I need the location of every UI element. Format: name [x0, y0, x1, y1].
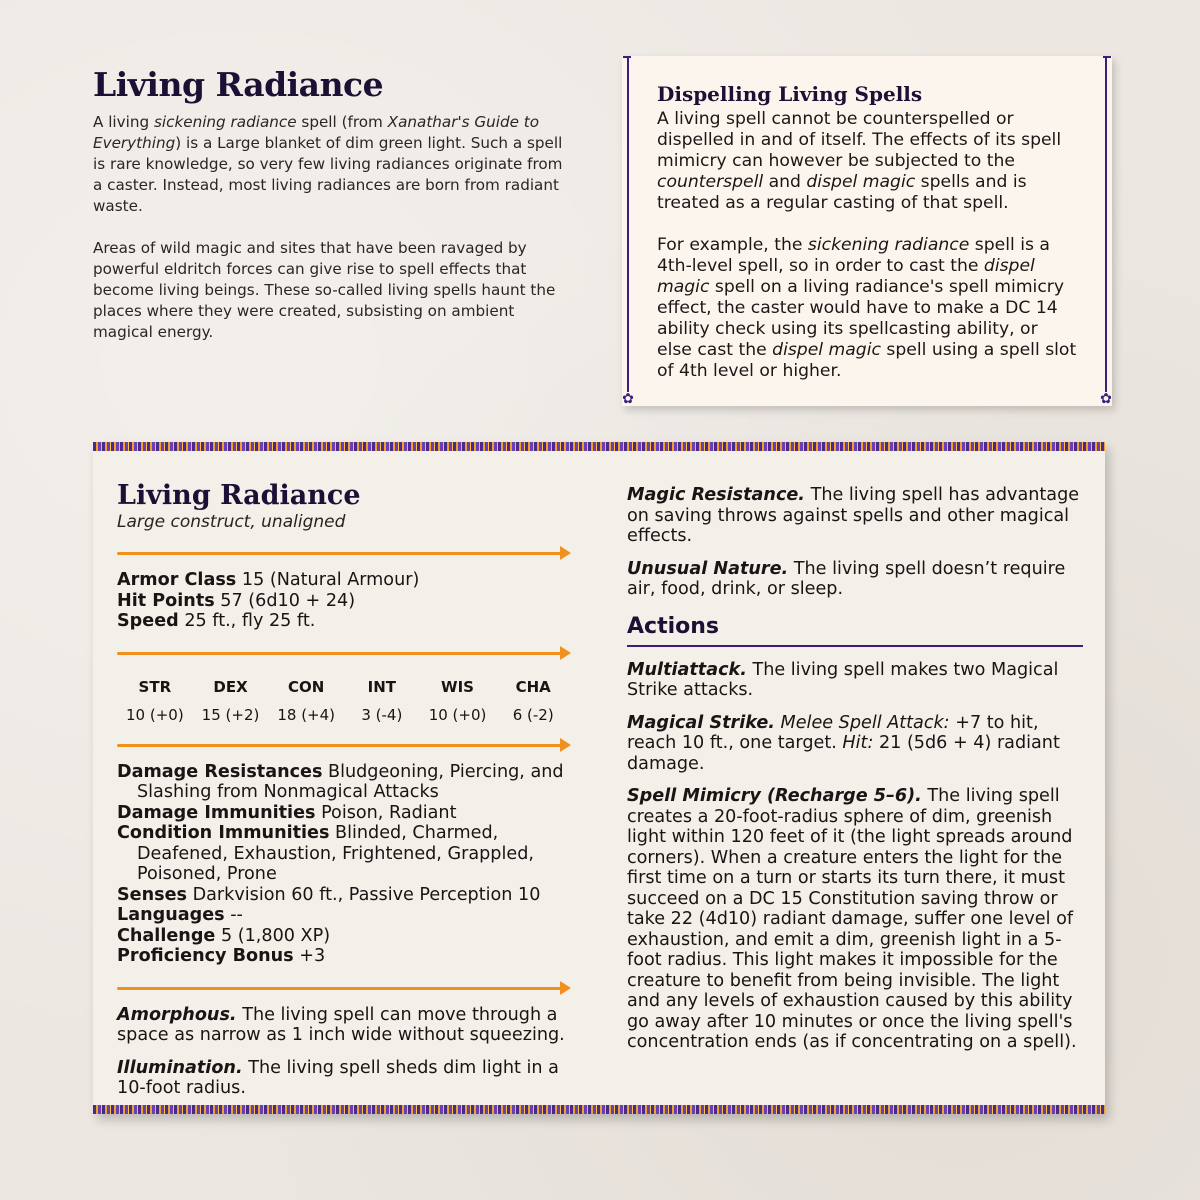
ability-str: STR 10 (+0): [126, 677, 184, 724]
stat-block-top-border: [93, 442, 1105, 451]
senses: Senses Darkvision 60 ft., Passive Perception 10: [117, 884, 541, 905]
sidebar-right-border: [1105, 56, 1107, 392]
proficiency-bonus: Proficiency Bonus +3: [117, 946, 326, 966]
sidebar-title: Dispelling Living Spells: [657, 82, 923, 106]
action-magical-strike: Magical Strike. Melee Spell Attack: +7 to hit, reach 10 ft., one target. Hit: 21 (5d6 + 4) radiant damage.: [627, 712, 1060, 774]
languages: Languages --: [117, 905, 243, 925]
intro-title: Living Radiance: [93, 65, 384, 104]
actions-rule: [627, 645, 1083, 647]
section-divider: [117, 646, 571, 660]
section-divider: [117, 981, 571, 995]
trait-amorphous: Amorphous. The living spell can move through a space as narrow as 1 inch wide without squeezing.: [117, 1004, 565, 1045]
monster-type: Large construct, unaligned: [117, 512, 346, 532]
intro-paragraph-1: A living sickening radiance spell (from Xanathar's Guide to Everything) is a Large blanket of dim green light. Such a spell is rare knowledge, so very few living radiances originate from a caster. Instead, most living radiances are born from radiant waste.: [93, 113, 563, 215]
ability-int: INT 3 (-4): [361, 677, 403, 724]
sidebar-right-tick: [1103, 56, 1111, 58]
condition-immunities: Condition Immunities Blinded, Charmed, Deafened, Exhaustion, Frightened, Grappled, Poisoned, Prone: [117, 823, 534, 884]
sidebar-left-tick: [623, 56, 631, 58]
monster-name: Living Radiance: [117, 480, 361, 511]
trait-magic-resistance: Magic Resistance. The living spell has advantage on saving throws against spells and other magical effects.: [627, 485, 1080, 546]
trait-unusual-nature: Unusual Nature. The living spell doesn’t require air, food, drink, or sleep.: [627, 558, 1066, 599]
ability-cha: CHA 6 (-2): [512, 677, 554, 724]
ability-con: CON 18 (+4): [277, 677, 336, 724]
trait-illumination: Illumination. The living spell sheds dim light in a 10-foot radius.: [117, 1057, 559, 1098]
ability-dex: DEX 15 (+2): [201, 677, 260, 724]
hit-points: Hit Points 57 (6d10 + 24): [117, 590, 356, 611]
damage-resistances: Damage Resistances Bludgeoning, Piercing, and Slashing from Nonmagical Attacks: [117, 761, 564, 802]
curl-ornament-icon: ✿: [622, 391, 634, 407]
intro-paragraph-2: Areas of wild magic and sites that have been ravaged by powerful eldritch forces can give rise to spell effects that become living beings. These so-called living spells haunt the places where they were created, subsisting on ambient magical energy.: [93, 239, 556, 341]
challenge: Challenge 5 (1,800 XP): [117, 925, 331, 946]
stat-block-right-column: [627, 478, 1083, 1065]
armor-class: Armor Class 15 (Natural Armour): [117, 570, 420, 590]
stat-block-left-column: [117, 478, 571, 1111]
action-spell-mimicry: Spell Mimicry (Recharge 5–6). The living spell creates a 20-foot-radius sphere of dim, greenish light within 120 feet of it (the light spreads around corners). When a creature enters the light for the first time on a turn or starts its turn there, it must succeed on a DC 15 Constitution saving throw or take 22 (4d10) radiant damage, suffer one level of exhaustion, and emit a dim, greenish light in a 5-foot radius. This light makes it impossible for the creature to benefit from being invisible. The light and any levels of exhaustion caused by this ability go away after 10 minutes or once the living spell's concentration ends (as if concentrating on a spell).: [627, 786, 1077, 1052]
sidebar-body: [657, 109, 1077, 403]
ability-scores: [117, 678, 571, 724]
intro-section: [93, 62, 573, 364]
action-multiattack: Multiattack. The living spell makes two Magical Strike attacks.: [627, 659, 1059, 700]
curl-ornament-icon: ✿: [1100, 391, 1112, 407]
sidebar-paragraph-2: For example, the sickening radiance spell is a 4th-level spell, so in order to cast the dispel magic spell on a living radiance's spell mimicry effect, the caster would have to make a DC 14 ability check using its spellcasting ability, or else cast the dispel magic spell using a spell slot of 4th level or higher.: [657, 235, 1077, 381]
ability-wis: WIS 10 (+0): [428, 677, 487, 724]
damage-immunities: Damage Immunities Poison, Radiant: [117, 802, 457, 823]
speed: Speed 25 ft., fly 25 ft.: [117, 611, 316, 631]
stat-block: [93, 442, 1105, 1114]
section-divider: [117, 546, 571, 560]
section-divider: [117, 738, 571, 752]
sidebar-box: [622, 56, 1112, 406]
sidebar-left-border: [627, 56, 629, 392]
actions-heading: Actions: [627, 613, 719, 639]
sidebar-paragraph-1: A living spell cannot be counterspelled or dispelled in and of itself. The effects of its spell mimicry can however be subjected to the counterspell and dispel magic spells and is treated as a regular casting of that spell.: [657, 109, 1062, 213]
